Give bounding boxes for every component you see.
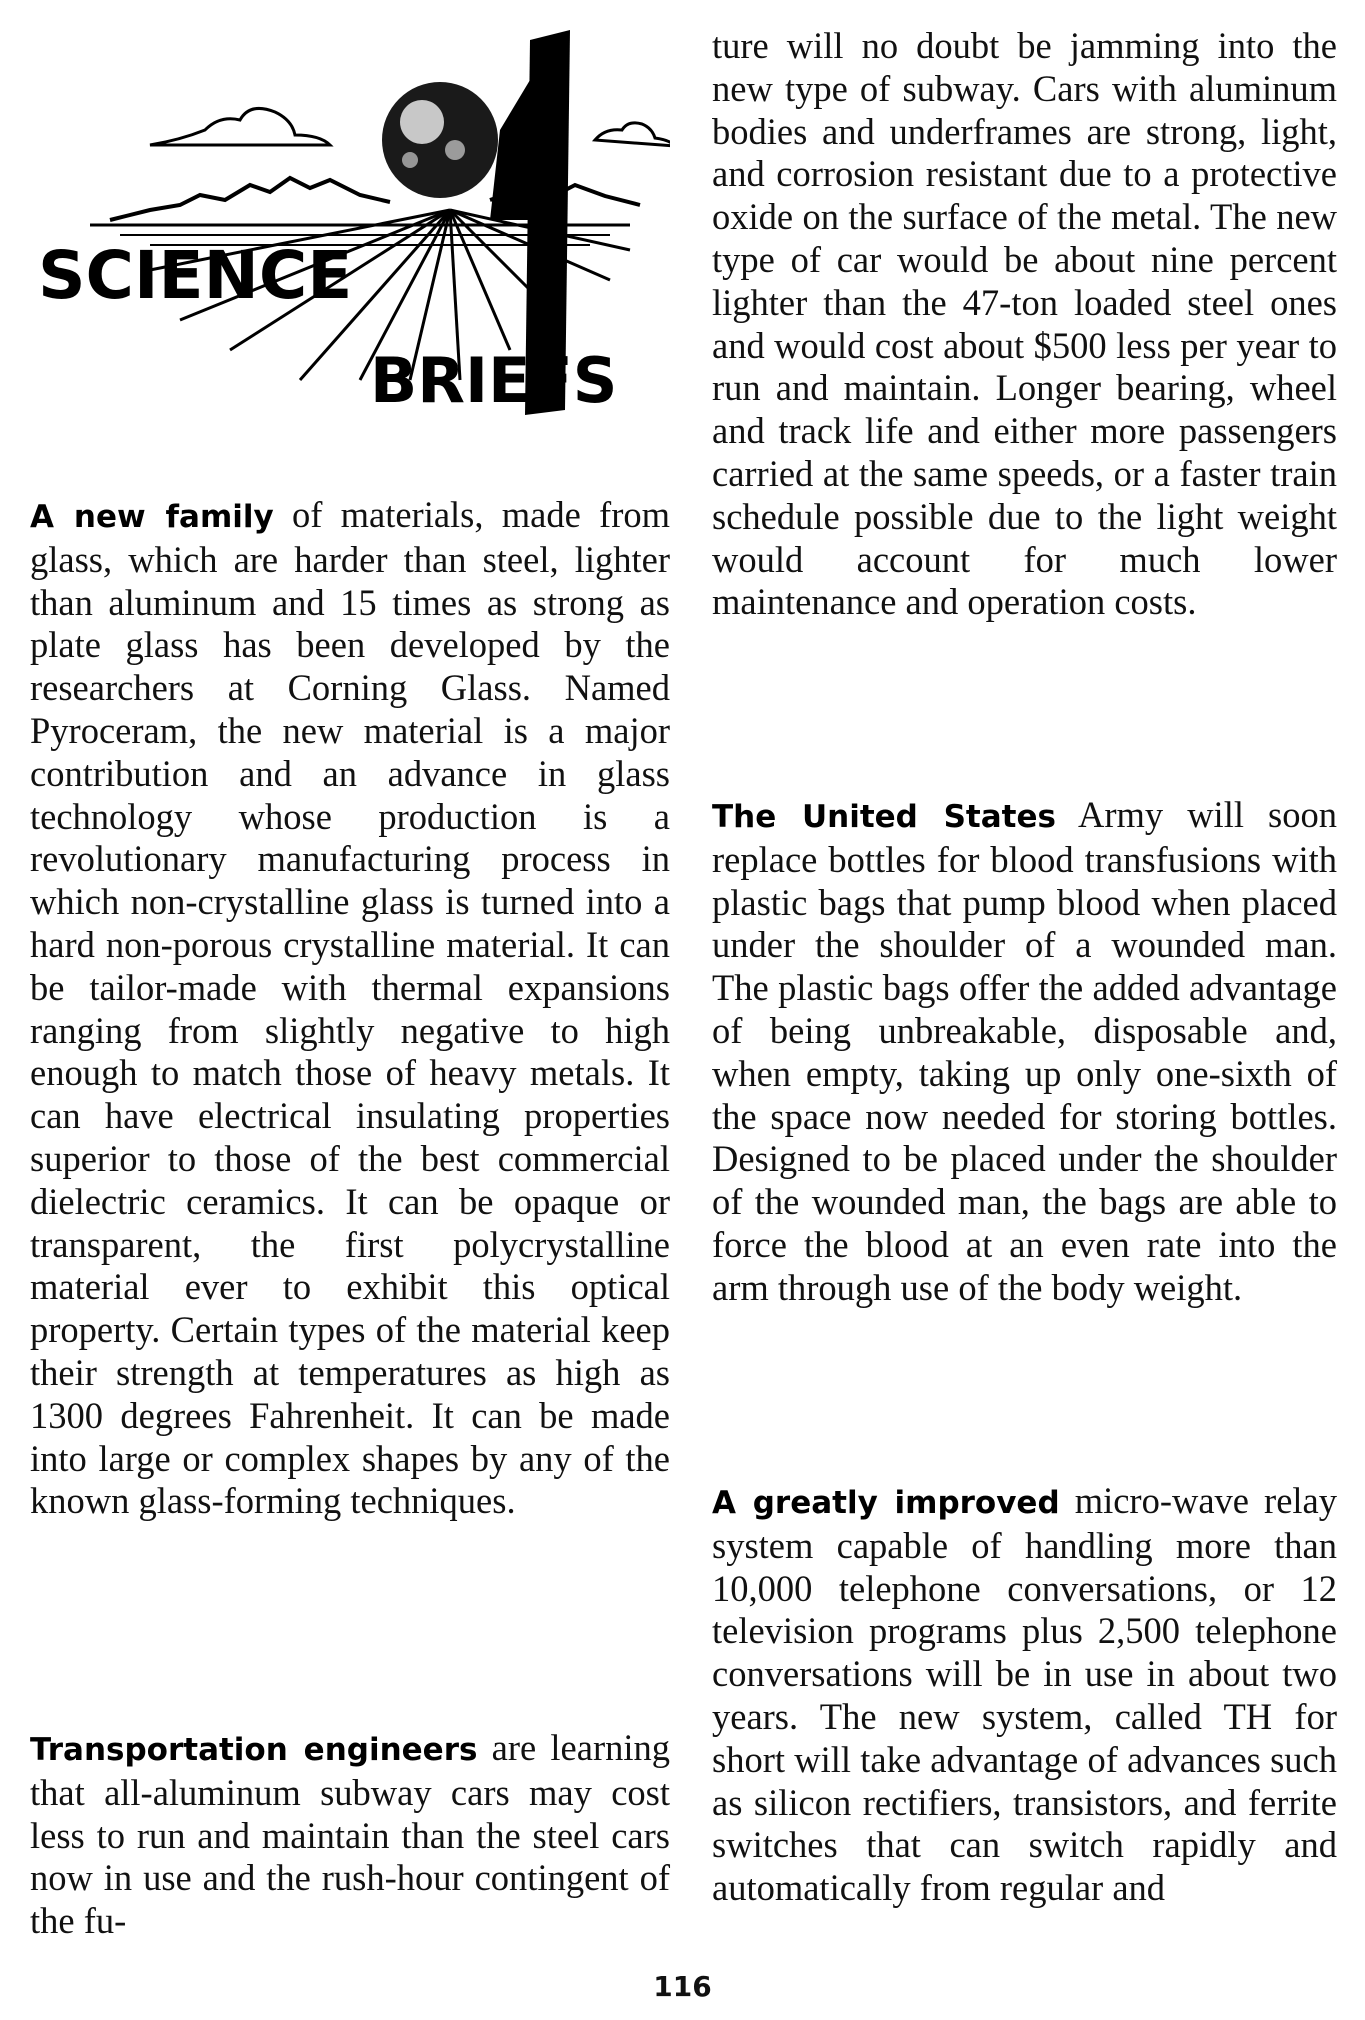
article-body: Army will soon replace bottles for blood transfusions with plastic bags that pump blood when placed under the shoulder of a wounded man. The plastic bags offer the added advantage of being unbreakable, disposable and, when empty, taking up only one-sixth of the space now needed for storing bottles. Designed to be placed under the shoulder of the wounded man, the bags are able to force the blood at an even rate into the arm through use of the body weight. xyxy=(712,794,1337,1308)
article-aluminum-subway-continued xyxy=(712,25,1337,624)
article-body: of materials, made from glass, which are harder than steel, lighter than aluminum and 15 times as strong as plate glass has been developed by the researchers at Corning Glass. Named Pyroceram, the new material is a major contribution and an advance in glass technology whose production is a revolutionary manufacturing process in which non-crystalline glass is turned into a hard non-porous crystalline material. It can be tailor-made with thermal expansions ranging from slightly negative to high enough to match those of heavy metals. It can have electrical insulating properties superior to those of the best commercial dielectric ceramics. It can be opaque or transparent, the first polycrystalline material ever to exhibit this optical property. Certain types of the material keep their strength at temperatures as high as 1300 degrees Fahrenheit. It can be made into large or complex shapes by any of the known glass-forming techniques. xyxy=(30,494,670,1522)
article-lead: The United States xyxy=(712,799,1056,835)
article-lead: A new family xyxy=(30,499,274,535)
article-aluminum-subway xyxy=(30,1727,670,1943)
logo-word-briefs: BRIEFS xyxy=(370,344,618,417)
left-column xyxy=(30,0,670,2020)
article-plastic-blood-bags xyxy=(712,794,1337,1310)
article-microwave-relay xyxy=(712,1480,1337,1910)
right-column xyxy=(712,0,1337,2020)
article-lead: A greatly improved xyxy=(712,1485,1060,1521)
page-number: 116 xyxy=(653,1970,712,2003)
article-body: ture will no doubt be jamming into the new type of subway. Cars with aluminum bodies and underframes are strong, light, and corrosion resistant due to a protective oxide on the surface of the metal. The new type of car would be about nine percent lighter than the 47-ton loaded steel ones and would cost about $500 less per year to run and maintain. Longer bearing, wheel and track life and either more passengers carried at the same speeds, or a faster train schedule possible due to the light weight would account for much lower maintenance and operation costs. xyxy=(712,25,1337,623)
article-body: are learning that all-aluminum subway cars may cost less to run and maintain than the steel cars now in use and the rush-hour contingent of the fu- xyxy=(30,1727,670,1942)
globe-horizon-logo-icon xyxy=(30,20,670,440)
science-briefs-logo xyxy=(30,20,670,440)
logo-word-science: SCIENCE xyxy=(38,237,353,314)
article-lead: Transportation engineers xyxy=(30,1732,478,1768)
article-body: micro-wave relay system capable of handling more than 10,000 telephone conversations, or 12 television programs plus 2,500 telephone conversations will be in use in about two years. The new system, called TH for short will take advantage of advances such as silicon rectifiers, transistors, and ferrite switches that can switch rapidly and automatically from regular and xyxy=(712,1480,1337,1909)
article-pyroceram xyxy=(30,494,670,1523)
